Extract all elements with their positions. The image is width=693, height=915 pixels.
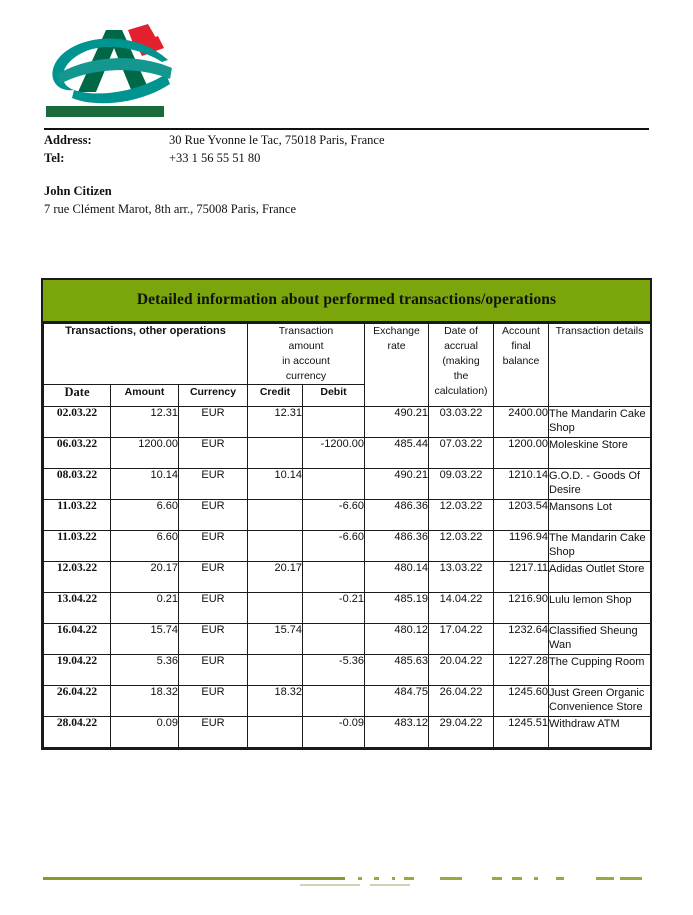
- cell-date: 11.03.22: [44, 531, 111, 562]
- cell-balance: 1210.14: [494, 469, 549, 500]
- cell-details: Classified Sheung Wan: [549, 624, 651, 655]
- cell-balance: 1245.60: [494, 686, 549, 717]
- header-account-final-balance: [494, 324, 549, 407]
- header-exchange-rate: [365, 324, 429, 407]
- cell-currency: EUR: [179, 593, 248, 624]
- credit-agricole-logo: [44, 22, 184, 120]
- table-row: [44, 624, 651, 655]
- cell-balance: 1217.11: [494, 562, 549, 593]
- cell-debit: [303, 562, 365, 593]
- header-line: balance: [502, 355, 540, 367]
- cell-date-of-accrual: 14.04.22: [429, 593, 494, 624]
- header-currency: Currency: [179, 385, 248, 407]
- cell-details: G.O.D. - Goods Of Desire: [549, 469, 651, 500]
- header-line: accrual: [444, 340, 478, 352]
- header-line: final: [511, 340, 531, 352]
- header-line: currency: [285, 370, 327, 382]
- header-line: Account: [502, 325, 540, 337]
- header-line: amount: [288, 340, 324, 352]
- cell-amount: 6.60: [111, 531, 179, 562]
- header-line: in account: [282, 355, 330, 367]
- header-transactions-group: Transactions, other operations: [44, 324, 248, 385]
- cell-amount: 10.14: [111, 469, 179, 500]
- footer-rule-dash: [512, 877, 522, 880]
- cell-currency: EUR: [179, 624, 248, 655]
- cell-date: 13.04.22: [44, 593, 111, 624]
- cell-date: 26.04.22: [44, 686, 111, 717]
- cell-details: The Mandarin Cake Shop: [549, 531, 651, 562]
- footer-rule-faint: [300, 884, 360, 886]
- cell-date-of-accrual: 13.03.22: [429, 562, 494, 593]
- logo-teal-band: [58, 58, 172, 84]
- header-line: calculation): [434, 385, 488, 397]
- table-row: [44, 717, 651, 748]
- cell-exchange-rate: 485.63: [365, 655, 429, 686]
- cell-details: Lulu lemon Shop: [549, 593, 651, 624]
- cell-credit: 15.74: [248, 624, 303, 655]
- footer-rule-dash: [440, 877, 462, 880]
- cell-date: 06.03.22: [44, 438, 111, 469]
- cell-date-of-accrual: 12.03.22: [429, 531, 494, 562]
- cell-debit: [303, 686, 365, 717]
- cell-exchange-rate: 480.14: [365, 562, 429, 593]
- cell-currency: EUR: [179, 686, 248, 717]
- cell-credit: [248, 717, 303, 748]
- header-line: Date of: [444, 325, 478, 337]
- header-line: Transaction: [278, 325, 334, 337]
- cell-debit: -5.36: [303, 655, 365, 686]
- table-row: [44, 655, 651, 686]
- bank-contact-block: [44, 131, 644, 167]
- table-row: [44, 593, 651, 624]
- cell-debit: [303, 469, 365, 500]
- cell-currency: EUR: [179, 655, 248, 686]
- cell-credit: [248, 655, 303, 686]
- cell-credit: 20.17: [248, 562, 303, 593]
- footer-rule-faint: [370, 884, 410, 886]
- footer-rule-dash: [358, 877, 362, 880]
- cell-amount: 12.31: [111, 407, 179, 438]
- recipient-address: 7 rue Clément Marot, 8th arr., 75008 Paris, France: [44, 202, 297, 216]
- statement-banner: [43, 280, 650, 323]
- footer-rule-dash: [620, 877, 642, 880]
- header-amount: Amount: [111, 385, 179, 407]
- recipient-block: [44, 182, 644, 218]
- cell-debit: [303, 624, 365, 655]
- footer-rule-dash: [556, 877, 564, 880]
- footer-rule-dash: [596, 877, 614, 880]
- footer-rule-dash: [374, 877, 379, 880]
- cell-amount: 15.74: [111, 624, 179, 655]
- cell-exchange-rate: 486.36: [365, 500, 429, 531]
- cell-details: Just Green Organic Convenience Store: [549, 686, 651, 717]
- cell-details: The Cupping Room: [549, 655, 651, 686]
- cell-exchange-rate: 490.21: [365, 469, 429, 500]
- table-row: [44, 500, 651, 531]
- transactions-table: [43, 323, 651, 748]
- cell-debit: -6.60: [303, 531, 365, 562]
- cell-amount: 5.36: [111, 655, 179, 686]
- statement-banner-title: Detailed information about performed transactions/operations: [136, 291, 557, 308]
- cell-date: 28.04.22: [44, 717, 111, 748]
- cell-debit: [303, 407, 365, 438]
- header-date: Date: [44, 385, 111, 407]
- table-row: [44, 686, 651, 717]
- cell-date-of-accrual: 03.03.22: [429, 407, 494, 438]
- cell-date: 11.03.22: [44, 500, 111, 531]
- cell-credit: 18.32: [248, 686, 303, 717]
- footer-rule-dash: [392, 877, 395, 880]
- cell-details: The Mandarin Cake Shop: [549, 407, 651, 438]
- cell-credit: [248, 438, 303, 469]
- cell-date-of-accrual: 26.04.22: [429, 686, 494, 717]
- cell-amount: 1200.00: [111, 438, 179, 469]
- address-value: 30 Rue Yvonne le Tac, 75018 Paris, France: [169, 133, 385, 147]
- cell-balance: 1216.90: [494, 593, 549, 624]
- cell-credit: 10.14: [248, 469, 303, 500]
- header-amount-in-account-currency: [248, 324, 365, 385]
- address-label: Address:: [44, 133, 92, 147]
- header-divider: [44, 128, 649, 130]
- cell-credit: [248, 500, 303, 531]
- cell-balance: 1232.64: [494, 624, 549, 655]
- cell-amount: 20.17: [111, 562, 179, 593]
- cell-credit: [248, 531, 303, 562]
- cell-debit: -0.21: [303, 593, 365, 624]
- footer-rule-dash: [492, 877, 502, 880]
- cell-exchange-rate: 484.75: [365, 686, 429, 717]
- cell-balance: 1200.00: [494, 438, 549, 469]
- cell-date-of-accrual: 09.03.22: [429, 469, 494, 500]
- cell-exchange-rate: 485.19: [365, 593, 429, 624]
- footer-rule-dash: [404, 877, 414, 880]
- cell-amount: 18.32: [111, 686, 179, 717]
- cell-balance: 1196.94: [494, 531, 549, 562]
- cell-amount: 6.60: [111, 500, 179, 531]
- table-row: [44, 531, 651, 562]
- header-transaction-details: Transaction details: [549, 324, 651, 407]
- cell-exchange-rate: 485.44: [365, 438, 429, 469]
- footer-decoration: [0, 872, 693, 894]
- cell-details: Withdraw ATM: [549, 717, 651, 748]
- cell-date: 16.04.22: [44, 624, 111, 655]
- cell-currency: EUR: [179, 500, 248, 531]
- header-line: rate: [387, 340, 406, 352]
- cell-date: 08.03.22: [44, 469, 111, 500]
- footer-rule-dash: [534, 877, 538, 880]
- cell-currency: EUR: [179, 717, 248, 748]
- tel-label: Tel:: [44, 151, 65, 165]
- cell-date-of-accrual: 29.04.22: [429, 717, 494, 748]
- cell-date-of-accrual: 20.04.22: [429, 655, 494, 686]
- tel-value: +33 1 56 55 51 80: [169, 151, 261, 165]
- cell-amount: 0.09: [111, 717, 179, 748]
- bank-tel-row: [44, 149, 644, 167]
- cell-balance: 1203.54: [494, 500, 549, 531]
- cell-details: Mansons Lot: [549, 500, 651, 531]
- cell-debit: -0.09: [303, 717, 365, 748]
- header-debit: Debit: [303, 385, 365, 407]
- header-date-of-accrual: [429, 324, 494, 407]
- cell-exchange-rate: 483.12: [365, 717, 429, 748]
- cell-currency: EUR: [179, 438, 248, 469]
- statement-table-container: [41, 278, 652, 750]
- cell-credit: 12.31: [248, 407, 303, 438]
- cell-details: Adidas Outlet Store: [549, 562, 651, 593]
- recipient-name: John Citizen: [44, 184, 112, 198]
- cell-date-of-accrual: 17.04.22: [429, 624, 494, 655]
- cell-date-of-accrual: 12.03.22: [429, 500, 494, 531]
- header-line: the: [453, 370, 469, 382]
- cell-date: 02.03.22: [44, 407, 111, 438]
- cell-currency: EUR: [179, 562, 248, 593]
- table-row: [44, 469, 651, 500]
- cell-exchange-rate: 480.12: [365, 624, 429, 655]
- table-head: [44, 324, 651, 407]
- header-credit: Credit: [248, 385, 303, 407]
- cell-currency: EUR: [179, 469, 248, 500]
- table-row: [44, 562, 651, 593]
- cell-amount: 0.21: [111, 593, 179, 624]
- cell-date: 12.03.22: [44, 562, 111, 593]
- bank-address-row: [44, 131, 644, 149]
- cell-details: Moleskine Store: [549, 438, 651, 469]
- table-header-row-1: [44, 324, 651, 385]
- table-row: [44, 438, 651, 469]
- cell-currency: EUR: [179, 531, 248, 562]
- cell-balance: 2400.00: [494, 407, 549, 438]
- cell-debit: -6.60: [303, 500, 365, 531]
- cell-currency: EUR: [179, 407, 248, 438]
- table-row: [44, 407, 651, 438]
- cell-exchange-rate: 490.21: [365, 407, 429, 438]
- cell-exchange-rate: 486.36: [365, 531, 429, 562]
- cell-balance: 1227.28: [494, 655, 549, 686]
- header-line: (making: [442, 355, 480, 367]
- cell-date: 19.04.22: [44, 655, 111, 686]
- cell-balance: 1245.51: [494, 717, 549, 748]
- cell-credit: [248, 593, 303, 624]
- table-body: [44, 407, 651, 748]
- header-line: Exchange: [373, 325, 420, 337]
- cell-debit: -1200.00: [303, 438, 365, 469]
- cell-date-of-accrual: 07.03.22: [429, 438, 494, 469]
- logo-base-bar: [46, 106, 164, 117]
- footer-rule-solid: [43, 877, 345, 880]
